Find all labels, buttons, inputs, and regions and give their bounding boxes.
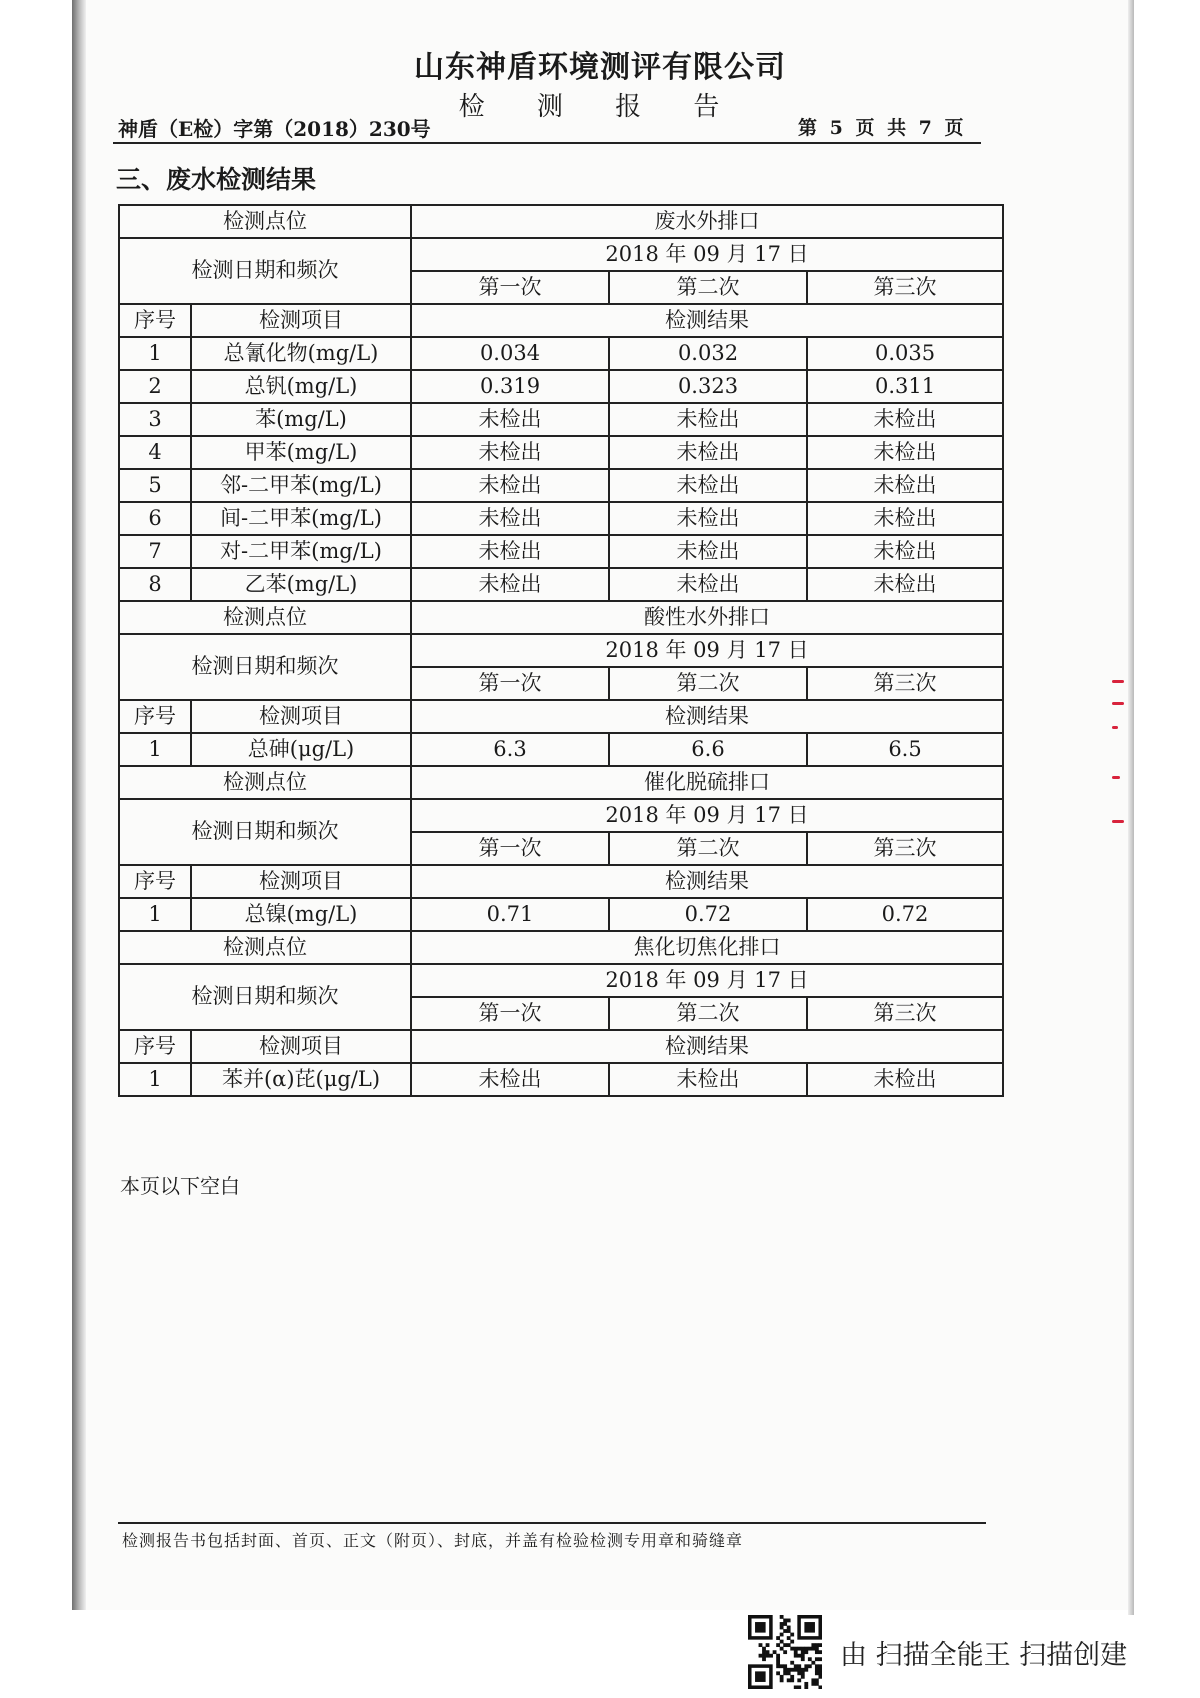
location-value: 催化脱硫排口: [411, 766, 1003, 799]
location-label: 检测点位: [119, 601, 411, 634]
watermark-text: 由 扫描全能王 扫描创建: [840, 1639, 1128, 1671]
date-value: 2018 年 09 月 17 日: [411, 238, 1003, 271]
column-header-row: [119, 1030, 1003, 1063]
qr-code-icon: [748, 1615, 822, 1689]
run-label: 第二次: [609, 997, 807, 1030]
item-cell: 总氰化物(mg/L): [191, 337, 411, 370]
date-row: [119, 799, 1003, 832]
location-value: 焦化切焦化排口: [411, 931, 1003, 964]
table-row: [119, 898, 1003, 931]
seq-cell: 6: [119, 502, 191, 535]
seq-cell: 8: [119, 568, 191, 601]
table-row: [119, 436, 1003, 469]
location-label: 检测点位: [119, 931, 411, 964]
run-label: 第二次: [609, 667, 807, 700]
run-label: 第三次: [807, 667, 1003, 700]
result-cell: 0.035: [807, 337, 1003, 370]
date-freq-label: 检测日期和频次: [119, 799, 411, 865]
scan-shadow-left: [72, 0, 86, 1610]
date-value: 2018 年 09 月 17 日: [411, 964, 1003, 997]
table-row: [119, 733, 1003, 766]
table-row: [119, 403, 1003, 436]
result-cell: 6.6: [609, 733, 807, 766]
result-cell: 6.5: [807, 733, 1003, 766]
location-row: [119, 205, 1003, 238]
results-table-body: [119, 205, 1003, 1096]
item-header: 检测项目: [191, 865, 411, 898]
date-row: [119, 634, 1003, 667]
result-cell: 未检出: [807, 403, 1003, 436]
result-cell: 0.72: [807, 898, 1003, 931]
page-number: 第 5 页 共 7 页: [798, 117, 967, 139]
date-row: [119, 964, 1003, 997]
result-cell: 未检出: [609, 436, 807, 469]
seq-header: 序号: [119, 700, 191, 733]
result-cell: 未检出: [807, 1063, 1003, 1096]
result-cell: 未检出: [609, 469, 807, 502]
seq-cell: 7: [119, 535, 191, 568]
item-header: 检测项目: [191, 304, 411, 337]
blank-below-note: 本页以下空白: [120, 1174, 240, 1198]
location-label: 检测点位: [119, 766, 411, 799]
run-label: 第一次: [411, 667, 609, 700]
item-cell: 苯(mg/L): [191, 403, 411, 436]
result-cell: 0.034: [411, 337, 609, 370]
result-header: 检测结果: [411, 700, 1003, 733]
table-row: [119, 337, 1003, 370]
seq-header: 序号: [119, 1030, 191, 1063]
report-title: 检 测 报 告: [458, 92, 742, 122]
run-label: 第三次: [807, 271, 1003, 304]
item-cell: 乙苯(mg/L): [191, 568, 411, 601]
run-label: 第二次: [609, 832, 807, 865]
seal-fragment: [1112, 680, 1124, 830]
result-cell: 未检出: [807, 502, 1003, 535]
date-value: 2018 年 09 月 17 日: [411, 634, 1003, 667]
item-cell: 苯并(α)芘(μg/L): [191, 1063, 411, 1096]
table-row: [119, 1063, 1003, 1096]
location-value: 酸性水外排口: [411, 601, 1003, 634]
footer-note: 检测报告书包括封面、首页、正文（附页）、封底，并盖有检验检测专用章和骑缝章: [122, 1531, 744, 1550]
date-freq-label: 检测日期和频次: [119, 964, 411, 1030]
scan-edge-right: [1128, 0, 1134, 1615]
seq-cell: 1: [119, 337, 191, 370]
result-cell: 未检出: [411, 403, 609, 436]
run-label: 第三次: [807, 832, 1003, 865]
date-freq-label: 检测日期和频次: [119, 238, 411, 304]
result-cell: 未检出: [411, 1063, 609, 1096]
result-cell: 未检出: [609, 403, 807, 436]
result-cell: 未检出: [411, 502, 609, 535]
seq-cell: 4: [119, 436, 191, 469]
table-row: [119, 469, 1003, 502]
table-row: [119, 568, 1003, 601]
run-label: 第一次: [411, 997, 609, 1030]
scanner-watermark: [748, 1610, 1168, 1694]
result-cell: 0.323: [609, 370, 807, 403]
date-row: [119, 238, 1003, 271]
result-cell: 未检出: [411, 469, 609, 502]
column-header-row: [119, 700, 1003, 733]
result-cell: 未检出: [609, 535, 807, 568]
result-cell: 0.319: [411, 370, 609, 403]
company-name: 山东神盾环境测评有限公司: [414, 50, 786, 85]
column-header-row: [119, 304, 1003, 337]
seq-cell: 1: [119, 733, 191, 766]
result-cell: 0.032: [609, 337, 807, 370]
result-cell: 未检出: [411, 535, 609, 568]
seq-header: 序号: [119, 865, 191, 898]
table-row: [119, 535, 1003, 568]
result-cell: 0.311: [807, 370, 1003, 403]
location-row: [119, 766, 1003, 799]
result-cell: 未检出: [807, 568, 1003, 601]
seq-cell: 2: [119, 370, 191, 403]
column-header-row: [119, 865, 1003, 898]
footer-divider: [118, 1522, 986, 1524]
result-cell: 未检出: [609, 1063, 807, 1096]
result-cell: 6.3: [411, 733, 609, 766]
seq-header: 序号: [119, 304, 191, 337]
item-cell: 对-二甲苯(mg/L): [191, 535, 411, 568]
item-cell: 邻-二甲苯(mg/L): [191, 469, 411, 502]
result-cell: 未检出: [609, 502, 807, 535]
item-cell: 总镍(mg/L): [191, 898, 411, 931]
seq-cell: 1: [119, 898, 191, 931]
item-cell: 总砷(μg/L): [191, 733, 411, 766]
run-label: 第一次: [411, 832, 609, 865]
header-divider: [113, 142, 981, 144]
location-row: [119, 601, 1003, 634]
result-cell: 未检出: [807, 535, 1003, 568]
run-label: 第三次: [807, 997, 1003, 1030]
item-cell: 间-二甲苯(mg/L): [191, 502, 411, 535]
result-cell: 未检出: [807, 436, 1003, 469]
seq-cell: 1: [119, 1063, 191, 1096]
result-header: 检测结果: [411, 304, 1003, 337]
seq-cell: 3: [119, 403, 191, 436]
result-cell: 未检出: [411, 436, 609, 469]
item-header: 检测项目: [191, 1030, 411, 1063]
item-header: 检测项目: [191, 700, 411, 733]
section-title: 三、废水检测结果: [116, 165, 317, 194]
seq-cell: 5: [119, 469, 191, 502]
result-header: 检测结果: [411, 1030, 1003, 1063]
result-cell: 未检出: [609, 568, 807, 601]
table-row: [119, 370, 1003, 403]
date-value: 2018 年 09 月 17 日: [411, 799, 1003, 832]
location-label: 检测点位: [119, 205, 411, 238]
result-header: 检测结果: [411, 865, 1003, 898]
location-value: 废水外排口: [411, 205, 1003, 238]
run-label: 第一次: [411, 271, 609, 304]
result-cell: 0.71: [411, 898, 609, 931]
result-cell: 未检出: [807, 469, 1003, 502]
date-freq-label: 检测日期和频次: [119, 634, 411, 700]
item-cell: 总钒(mg/L): [191, 370, 411, 403]
location-row: [119, 931, 1003, 964]
result-cell: 未检出: [411, 568, 609, 601]
report-number: 神盾（E检）字第（2018）230号: [118, 117, 431, 141]
result-cell: 0.72: [609, 898, 807, 931]
table-row: [119, 502, 1003, 535]
run-label: 第二次: [609, 271, 807, 304]
item-cell: 甲苯(mg/L): [191, 436, 411, 469]
results-table: [118, 204, 1004, 1097]
